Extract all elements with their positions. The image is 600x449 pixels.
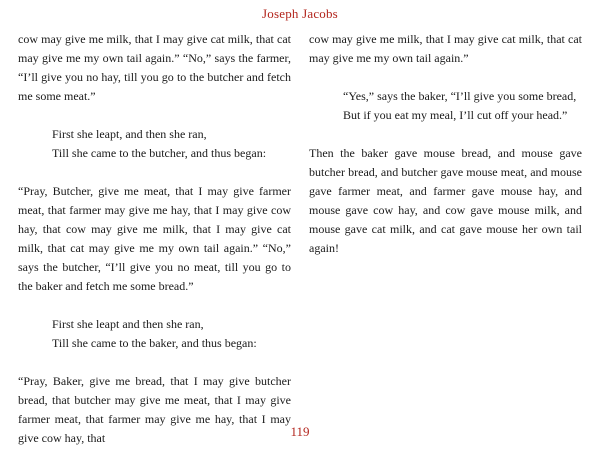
verse-line: Till she came to the baker, and thus began: <box>52 336 257 350</box>
verse-line: First she leapt, and then she ran, <box>52 127 207 141</box>
left-verse-1 <box>18 125 291 163</box>
left-paragraph-2: “Pray, Butcher, give me meat, that I may give farmer meat, that farmer may give me hay, that I may give cow hay, that cow may give me milk, that I may give cat milk, that cat may give me my own tail again.” “No,” says the butcher, “I’ll give you no meat, till you go to the baker and fetch me some bread.” <box>18 184 291 293</box>
left-column <box>18 30 291 448</box>
left-paragraph-1: cow may give me milk, that I may give cat milk, that cat may give me my own tail again.” “No,” says the farmer, “I’ll give you no hay, till you go to the butcher and fetch me some meat.” <box>18 32 291 103</box>
verse-line: But if you eat my meal, I’ll cut off your head.” <box>343 108 568 122</box>
verse-line: “Yes,” says the baker, “I’ll give you some bread, <box>343 89 577 103</box>
running-head-title: Joseph Jacobs <box>262 6 338 21</box>
right-paragraph-2: Then the baker gave mouse bread, and mouse gave butcher bread, and butcher gave mouse meat, and mouse gave farmer meat, and farmer gave mouse hay, and mouse gave cow hay, and cow gave mouse milk, and mouse gave cat milk, and cat gave mouse her own tail again! <box>309 146 582 255</box>
right-verse-1 <box>309 87 582 125</box>
left-paragraph-3: “Pray, Baker, give me bread, that I may give butcher bread, that butcher may give me meat, that I may give farmer meat, that farmer may give me hay, that I may give cow hay, that <box>18 374 291 445</box>
verse-line: Till she came to the butcher, and thus began: <box>52 146 267 160</box>
verse-line: First she leapt and then she ran, <box>52 317 204 331</box>
right-column <box>309 30 582 258</box>
page-number: 119 <box>290 424 310 439</box>
right-paragraph-1: cow may give me milk, that I may give cat milk, that cat may give me my own tail again.” <box>309 32 582 65</box>
left-verse-2 <box>18 315 291 353</box>
